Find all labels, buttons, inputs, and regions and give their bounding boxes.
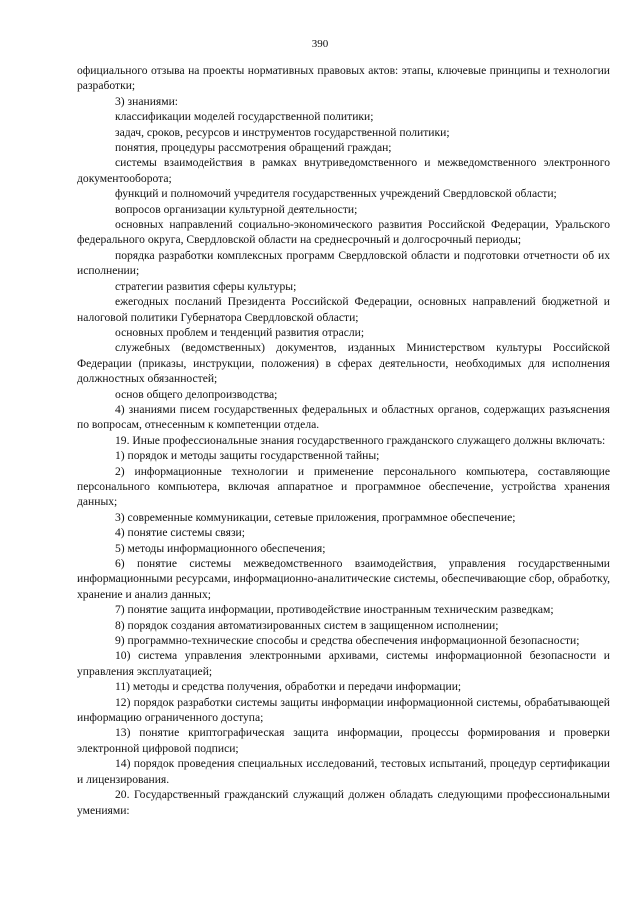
paragraph: основных направлений социально-экономического развития Российской Федерации, Уральского федерального округа, Свердловской области на среднесрочный и долгосрочный периоды; bbox=[77, 218, 610, 247]
paragraph: служебных (ведомственных) документов, изданных Министерством культуры Российской Федерации (приказы, инструкции, положения) в сферах деятельности, необходимых для исполнения должностных обязанностей; bbox=[77, 341, 610, 386]
paragraph: 14) порядок проведения специальных исследований, тестовых испытаний, процедур сертификации и лицензирования. bbox=[77, 757, 610, 786]
paragraph: 1) порядок и методы защиты государственной тайны; bbox=[115, 449, 380, 463]
paragraph: понятия, процедуры рассмотрения обращений граждан; bbox=[115, 141, 392, 155]
paragraph: 9) программно-технические способы и средства обеспечения информационной безопасности; bbox=[115, 634, 580, 648]
paragraph: порядка разработки комплексных программ Свердловской области и подготовки отчетности об их исполнении; bbox=[77, 248, 610, 278]
paragraph: официального отзыва на проекты нормативных правовых актов: этапы, ключевые принципы и технологии разработки; bbox=[77, 64, 610, 93]
document-body bbox=[77, 63, 610, 818]
paragraph: 4) понятие системы связи; bbox=[115, 526, 245, 540]
paragraph: 3) знаниями: bbox=[115, 94, 178, 108]
page-number: 390 bbox=[311, 38, 329, 50]
paragraph: основных проблем и тенденций развития отрасли; bbox=[115, 325, 365, 339]
paragraph: 20. Государственный гражданский служащий должен обладать следующими профессиональными умениями: bbox=[77, 788, 610, 817]
paragraph: 10) система управления электронными архивами, системы информационной безопасности и управления эксплуатацией; bbox=[77, 649, 610, 678]
paragraph: классификации моделей государственной политики; bbox=[115, 110, 374, 124]
paragraph: 3) современные коммуникации, сетевые приложения, программное обеспечение; bbox=[115, 510, 516, 524]
paragraph: 5) методы информационного обеспечения; bbox=[115, 541, 326, 555]
paragraph: 7) понятие защита информации, противодействие иностранным техническим разведкам; bbox=[115, 603, 554, 617]
paragraph: 11) методы и средства получения, обработки и передачи информации; bbox=[115, 680, 462, 694]
paragraph: 2) информационные технологии и применение персонального компьютера, составляющие персонального компьютера, включая аппаратное и программное обеспечение, устройства хранения данных; bbox=[77, 464, 610, 509]
paragraph: 13) понятие криптографическая защита информации, процессы формирования и проверки электронной цифровой подписи; bbox=[77, 726, 610, 755]
paragraph: 19. Иные профессиональные знания государственного гражданского служащего должны включать: bbox=[115, 433, 606, 447]
paragraph: 8) порядок создания автоматизированных систем в защищенном исполнении; bbox=[115, 618, 499, 632]
paragraph: ежегодных посланий Президента Российской Федерации, основных направлений бюджетной и налоговой политики Губернатора Свердловской области; bbox=[77, 295, 610, 324]
paragraph: задач, сроков, ресурсов и инструментов государственной политики; bbox=[115, 125, 450, 139]
paragraph: вопросов организации культурной деятельности; bbox=[115, 202, 358, 216]
paragraph: 12) порядок разработки системы защиты информации информационной системы, обрабатывающей информацию ограниченного доступа; bbox=[77, 695, 610, 725]
paragraph: системы взаимодействия в рамках внутриведомственного и межведомственного электронного документооборота; bbox=[77, 156, 610, 185]
paragraph: 4) знаниями писем государственных федеральных и областных органов, содержащих разъяснения по вопросам, отнесенным к компетенции отдела. bbox=[77, 402, 610, 432]
paragraph: основ общего делопроизводства; bbox=[115, 387, 278, 401]
paragraph: стратегии развития сферы культуры; bbox=[115, 279, 297, 293]
paragraph: 6) понятие системы межведомственного взаимодействия, управления государственными информационными ресурсами, информационно-аналитические системы, обеспечивающие сбор, обработку, хранение и анализ данных; bbox=[77, 557, 610, 601]
paragraph: функций и полномочий учредителя государственных учреждений Свердловской области; bbox=[115, 187, 557, 201]
